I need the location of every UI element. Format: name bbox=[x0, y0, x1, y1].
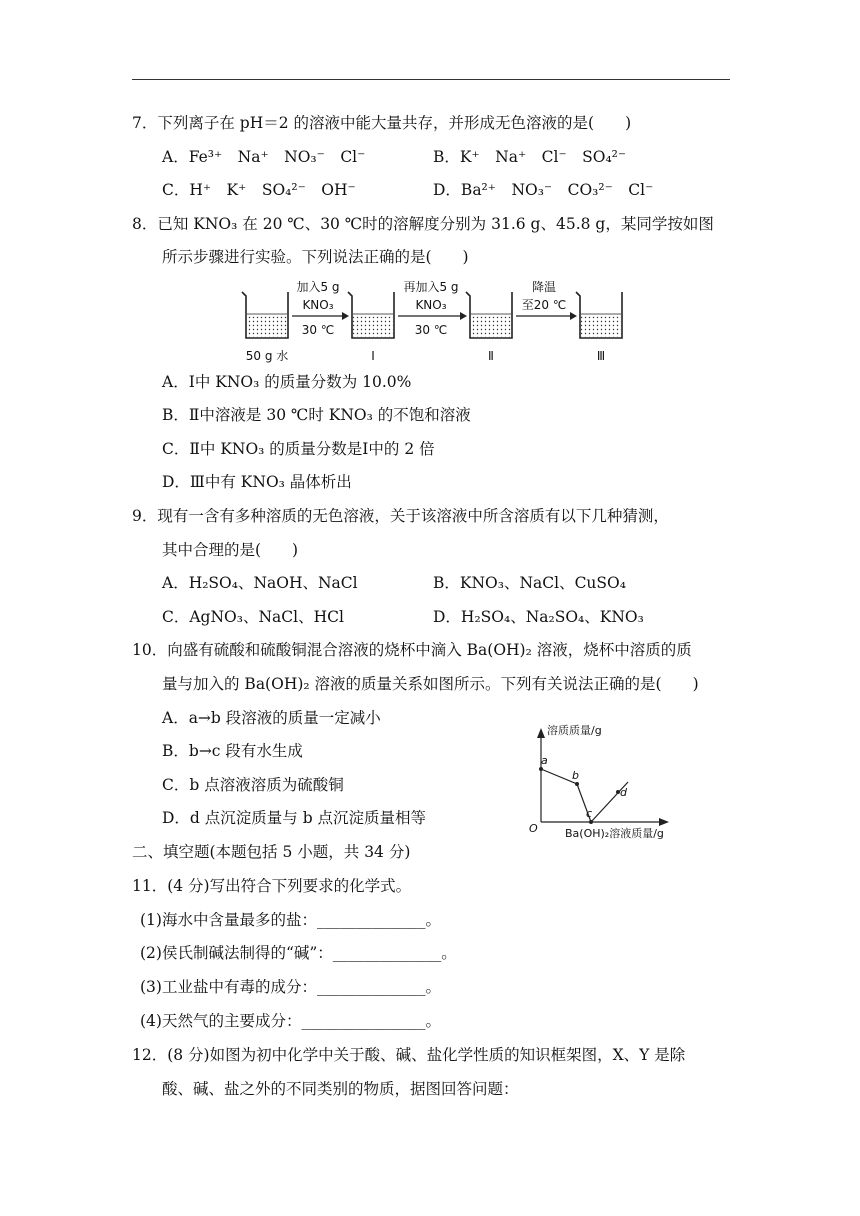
q10-option-c: C．b 点溶液溶质为硫酸铜 bbox=[162, 776, 344, 794]
beaker-II bbox=[466, 292, 512, 338]
q9-option-a: A．H₂SO₄、NaOH、NaCl bbox=[162, 574, 358, 592]
arrow-2 bbox=[398, 312, 467, 320]
q7-option-c: C．H⁺ K⁺ SO₄²⁻ OH⁻ bbox=[162, 181, 356, 199]
step2-bot: 30 ℃ bbox=[414, 323, 448, 337]
step2-top: 再加入5 g bbox=[403, 280, 459, 294]
beaker-label-water: 50 g 水 bbox=[245, 349, 289, 363]
beaker-I bbox=[348, 292, 394, 338]
point-d-label: d bbox=[620, 786, 627, 799]
step1-mid: KNO₃ bbox=[302, 298, 334, 312]
arrow-3 bbox=[516, 312, 577, 320]
arrow-1 bbox=[292, 312, 349, 320]
section-2-heading: 二、填空题(本题包括 5 小题，共 34 分) bbox=[132, 843, 411, 861]
q7-option-a: A．Fe³⁺ Na⁺ NO₃⁻ Cl⁻ bbox=[162, 148, 366, 166]
q8-beaker-diagram bbox=[236, 276, 626, 368]
q9-option-b: B．KNO₃、NaCl、CuSO₄ bbox=[433, 574, 626, 592]
header-rule bbox=[132, 79, 730, 80]
q11-stem: 11．(4 分)写出符合下列要求的化学式。 bbox=[132, 877, 412, 895]
step3-mid: 至20 ℃ bbox=[521, 298, 567, 312]
q8-option-b: B．Ⅱ中溶液是 30 ℃时 KNO₃ 的不饱和溶液 bbox=[162, 406, 471, 424]
q10-stem-line2: 量与加入的 Ba(OH)₂ 溶液的质量关系如图所示。下列有关说法正确的是( ) bbox=[162, 675, 699, 693]
q8-stem-line1: 8．已知 KNO₃ 在 20 ℃、30 ℃时的溶解度分别为 31.6 g、45.8 g，某同学按如图 bbox=[132, 215, 714, 233]
q12-stem-line1: 12．(8 分)如图为初中化学中关于酸、碱、盐化学性质的知识框架图，X、Y 是除 bbox=[132, 1046, 686, 1064]
q8-stem-line2: 所示步骤进行实验。下列说法正确的是( ) bbox=[162, 248, 469, 266]
q10-option-a: A．a→b 段溶液的质量一定减小 bbox=[162, 709, 381, 727]
step1-top: 加入5 g bbox=[296, 280, 340, 294]
beaker-label-III: Ⅲ bbox=[596, 349, 606, 363]
beaker-label-I: Ⅰ bbox=[371, 349, 375, 363]
graph-xlabel: Ba(OH)₂溶液质量/g bbox=[565, 827, 664, 840]
q10-stem-line1: 10．向盛有硫酸和硫酸铜混合溶液的烧杯中滴入 Ba(OH)₂ 溶液，烧杯中溶质的质 bbox=[132, 641, 692, 659]
beaker-III bbox=[576, 292, 622, 338]
q8-option-d: D．Ⅲ中有 KNO₃ 晶体析出 bbox=[162, 473, 352, 491]
q9-stem-line1: 9．现有一含有多种溶质的无色溶液，关于该溶液中所含溶质有以下几种猜测， bbox=[132, 507, 669, 525]
q9-option-c: C．AgNO₃、NaCl、HCl bbox=[162, 608, 344, 626]
q11-sub4: (4)天然气的主要成分：________________。 bbox=[140, 1012, 441, 1030]
graph-ylabel: 溶质质量/g bbox=[547, 724, 602, 737]
q11-sub2: (2)侯氏制碱法制得的“碱”：______________。 bbox=[140, 944, 457, 962]
q7-option-d: D．Ba²⁺ NO₃⁻ CO₃²⁻ Cl⁻ bbox=[433, 181, 654, 199]
step3-top: 降温 bbox=[531, 280, 557, 294]
q7-option-b: B．K⁺ Na⁺ Cl⁻ SO₄²⁻ bbox=[433, 148, 627, 166]
q11-sub1: (1)海水中含量最多的盐：______________。 bbox=[140, 911, 441, 929]
q8-option-a: A．Ⅰ中 KNO₃ 的质量分数为 10.0% bbox=[162, 373, 412, 391]
beaker-water bbox=[242, 292, 288, 338]
q11-sub3: (3)工业盐中有毒的成分：______________。 bbox=[140, 978, 441, 996]
step2-mid: KNO₃ bbox=[415, 298, 447, 312]
q12-stem-line2: 酸、碱、盐之外的不同类别的物质，据图回答问题： bbox=[162, 1080, 519, 1098]
step1-bot: 30 ℃ bbox=[301, 323, 335, 337]
q8-option-c: C．Ⅱ中 KNO₃ 的质量分数是Ⅰ中的 2 倍 bbox=[162, 440, 435, 458]
q10-option-d: D．d 点沉淀质量与 b 点沉淀质量相等 bbox=[162, 809, 427, 827]
graph-origin: O bbox=[529, 822, 538, 835]
q9-option-d: D．H₂SO₄、Na₂SO₄、KNO₃ bbox=[433, 608, 644, 626]
q10-graph bbox=[525, 722, 675, 844]
q10-option-b: B．b→c 段有水生成 bbox=[162, 742, 303, 760]
point-b-label: b bbox=[572, 769, 579, 782]
point-c-label: c bbox=[586, 807, 593, 820]
q9-stem-line2: 其中合理的是( ) bbox=[162, 541, 299, 559]
point-a-label: a bbox=[541, 754, 548, 767]
q7-stem: 7．下列离子在 pH＝2 的溶液中能大量共存，并形成无色溶液的是( ) bbox=[132, 114, 632, 132]
beaker-label-II: Ⅱ bbox=[488, 349, 494, 363]
